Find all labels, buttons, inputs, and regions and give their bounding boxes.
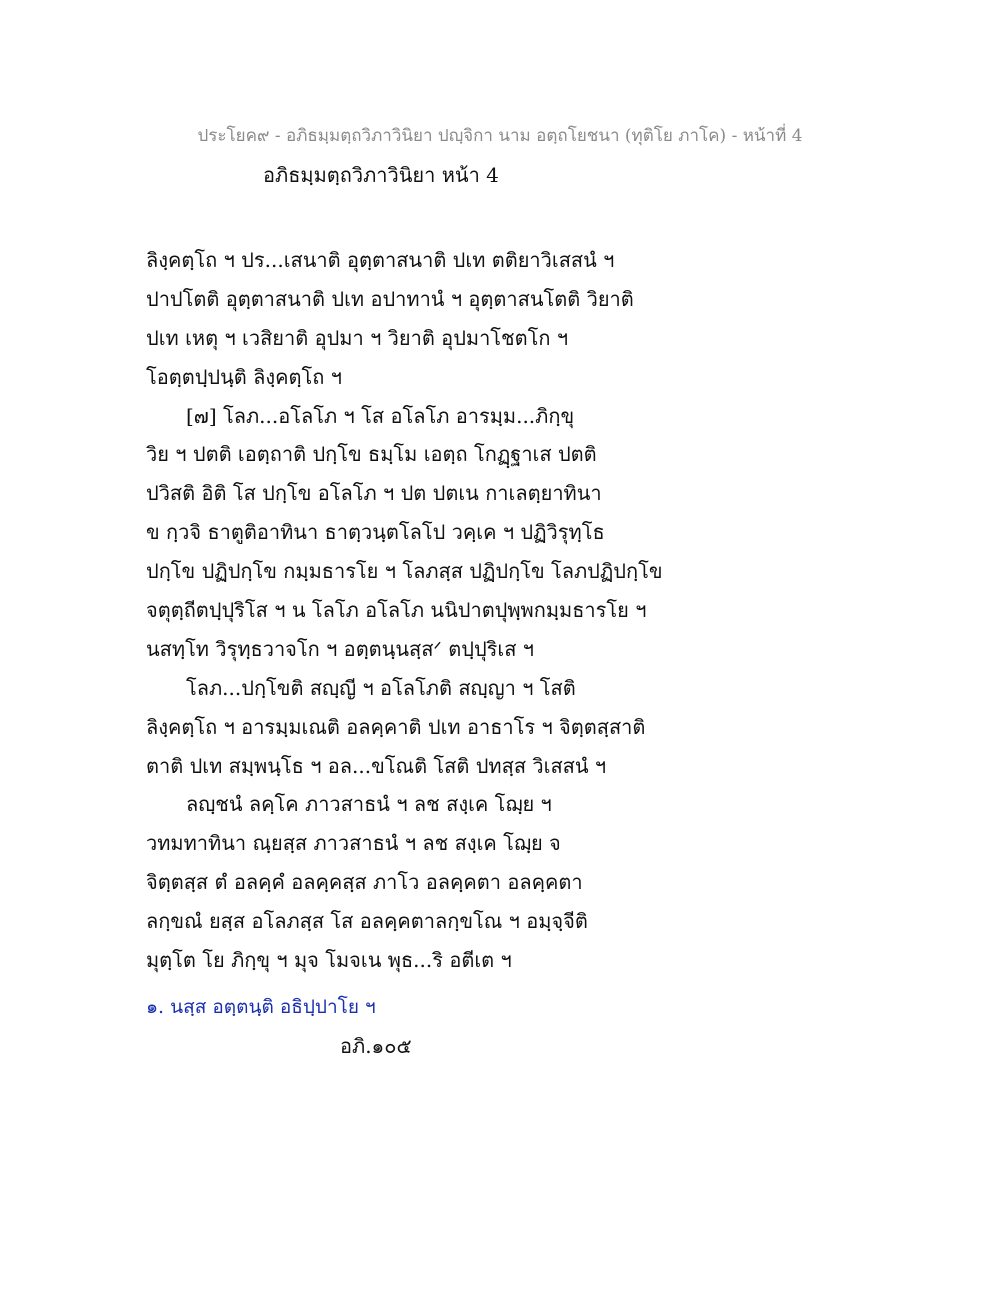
- text-line: จตุตฺถีตปฺปุริโส ฯ น โลโภ อโลโภ นนิปาตปุพฺพกมฺมธารโย ฯ: [146, 598, 647, 623]
- text-line: มุตฺโต โย ภิกฺขุ ฯ มุจ โมจเน พุธ...ริ อตีเต ฯ: [146, 948, 512, 973]
- text-line: ตาติ ปเท สมฺพนฺโธ ฯ อล...ขโณติ โสติ ปทสฺส วิเสสนํ ฯ: [146, 753, 607, 778]
- footnote: ๑. นสฺส อตฺตนฺติ อธิปฺปาโย ฯ: [146, 996, 376, 1018]
- text-line: [๗] โลภ...อโลโภ ฯ โส อโลโภ อารมฺม...ภิกฺขุ: [186, 403, 575, 428]
- page-reference: อภิ.๑๐๕: [340, 1034, 412, 1058]
- text-line: ลิงฺคตฺโถ ฯ อารมฺมเณติ อลคฺคาติ ปเท อาธาโร ฯ จิตฺตสฺสาติ: [146, 714, 646, 739]
- text-line: ข กฺวจิ ธาตูติอาทินา ธาตฺวนฺตโลโป วคฺเค ฯ ปฏิวิรุทฺโธ: [146, 520, 605, 545]
- page-title: อภิธมฺมตฺถวิภาวินิยา หน้า 4: [263, 163, 499, 187]
- running-header: ประโยค๙ - อภิธมฺมตฺถวิภาวินิยา ปญฺจิกา นาม อตฺถโยชนา (ทุติโย ภาโค) - หน้าที่ 4: [197, 126, 803, 146]
- text-line: วทมทาทินา ณฺยสฺส ภาวสาธนํ ฯ ลช สงฺเค โฌฺย จ: [146, 831, 561, 856]
- text-line: ปเท เหตุ ฯ เวสิยาติ อุปมา ฯ วิยาติ อุปมาโชตโก ฯ: [146, 325, 569, 350]
- text-line: ปาปโตติ อุตฺตาสนาติ ปเท อปาทานํ ฯ อุตฺตาสนโตติ วิยาติ: [146, 286, 634, 311]
- text-line: วิย ฯ ปตติ เอตฺถาติ ปกฺโข ธมฺโม เอตฺถ โกฏฺฐาเส ปตติ: [146, 442, 597, 467]
- text-line: ลิงฺคตฺโถ ฯ ปร...เสนาติ อุตฺตาสนาติ ปเท ตติยาวิเสสนํ ฯ: [146, 248, 615, 272]
- text-line: ปกฺโข ปฏิปกฺโข กมฺมธารโย ฯ โลภสฺส ปฏิปกฺโข โลภปฏิปกฺโข: [146, 559, 663, 584]
- text-line: จิตฺตสฺส ตํ อลคฺคํ อลคฺคสฺส ภาโว อลคฺคตา อลคฺคตา: [146, 870, 583, 895]
- text-line: โลภ...ปกฺโขติ สญฺญี ฯ อโลโภติ สญฺญา ฯ โสติ: [186, 675, 576, 700]
- body-text: [146, 241, 706, 980]
- text-line: นสทฺโท วิรุทฺธวาจโก ฯ อตฺตนฺนสฺสᐟ ตปฺปุริเส ฯ: [146, 636, 535, 661]
- text-line: โอตฺตปฺปนฺติ ลิงฺคตฺโถ ฯ: [146, 364, 342, 389]
- text-line: ปวิสติ อิติ โส ปกฺโข อโลโภ ฯ ปต ปตเน กาเลตฺยาทินา: [146, 481, 602, 506]
- text-line: ลกฺขณํ ยสฺส อโลภสฺส โส อลคฺคตาลกฺขโณ ฯ อมฺจฺจีติ: [146, 909, 588, 934]
- text-line: ลญฺชนํ ลคฺโค ภาวสาธนํ ฯ ลช สงฺเค โฌฺย ฯ: [186, 792, 552, 817]
